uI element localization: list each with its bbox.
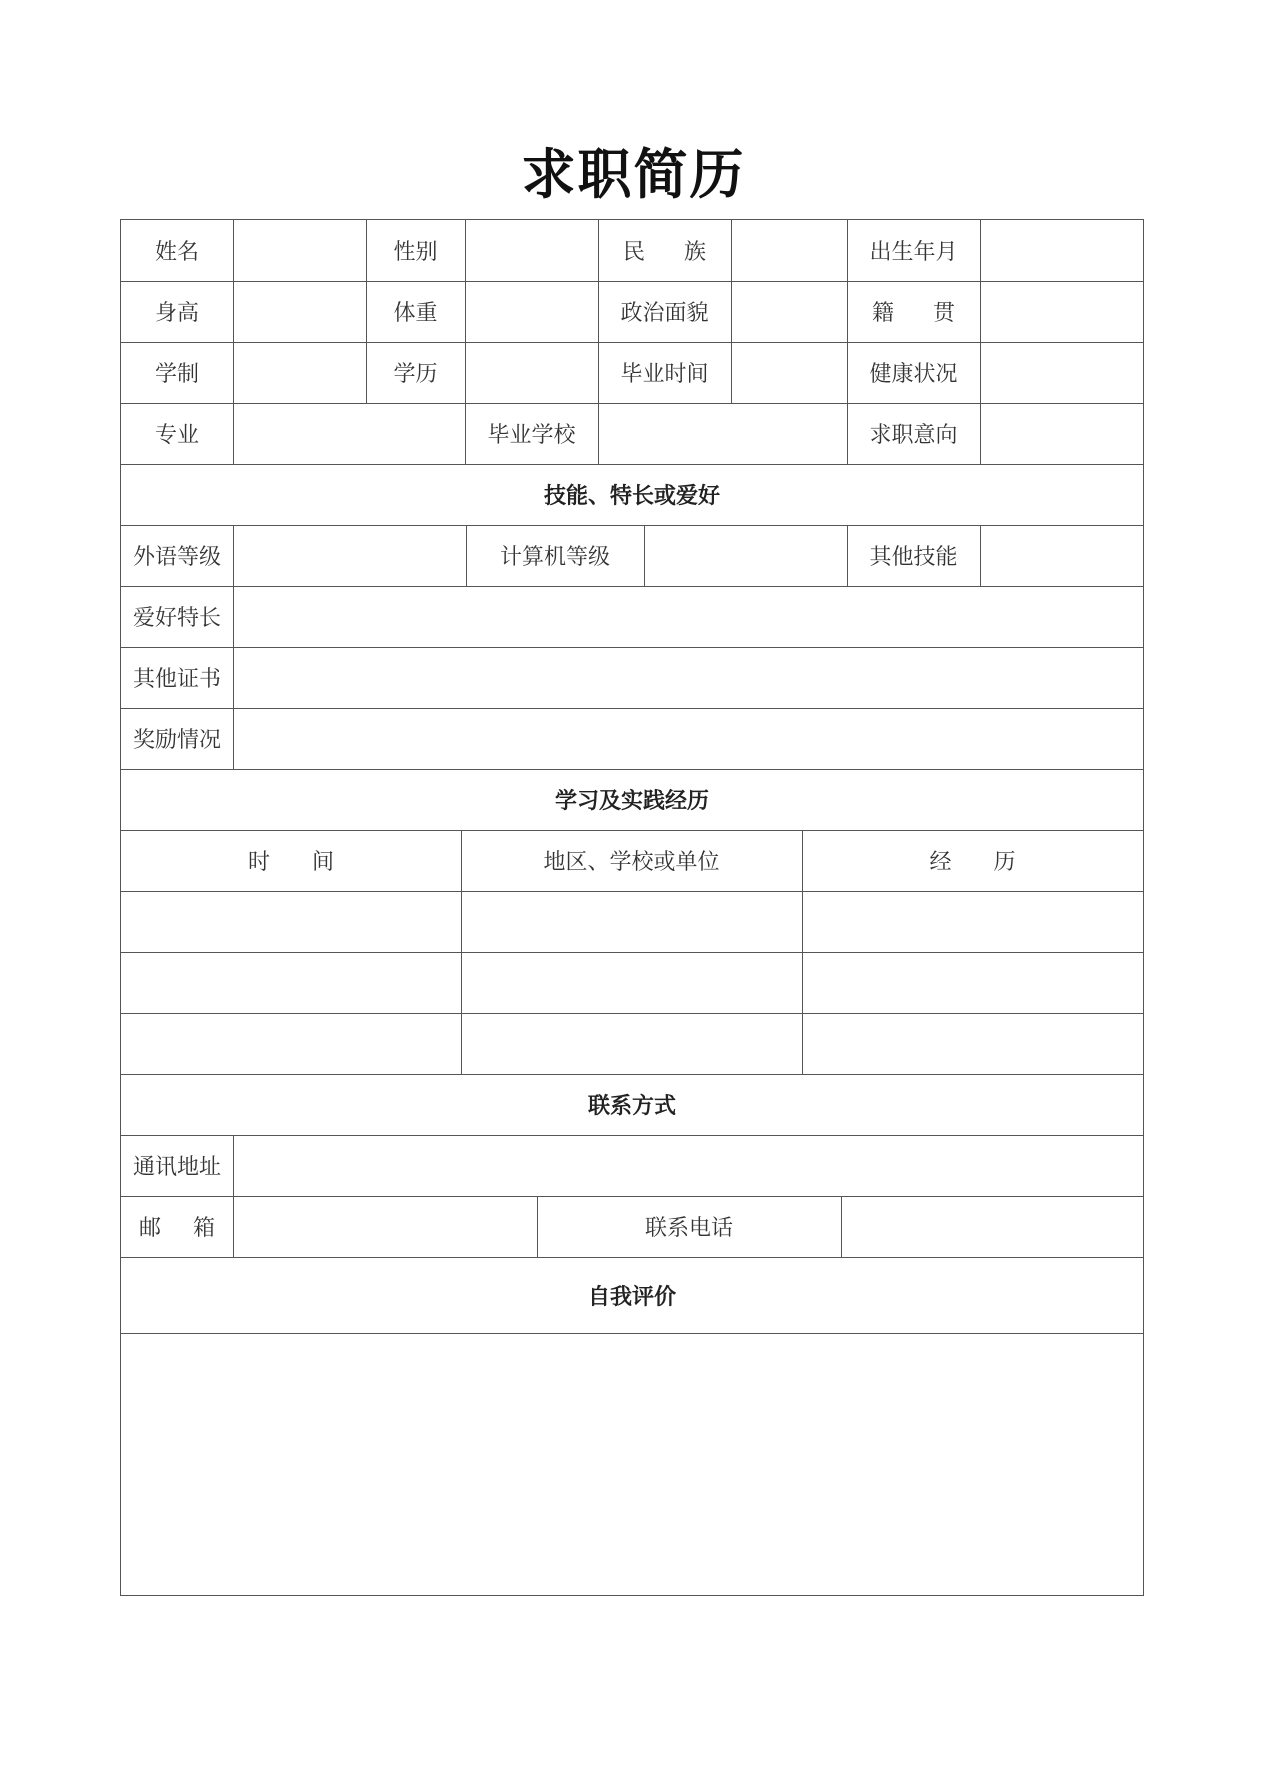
self-eval-field[interactable]: [121, 1333, 1143, 1595]
education-label: 学历: [393, 362, 438, 387]
ethnicity-label: [598, 220, 731, 281]
contact-section-title: 联系方式: [587, 1093, 676, 1119]
schooling-field[interactable]: [233, 342, 366, 403]
certificates-field[interactable]: [233, 647, 1143, 708]
native-field[interactable]: [980, 281, 1143, 342]
native-label: [847, 281, 980, 342]
health-field[interactable]: [980, 342, 1143, 403]
experience-col-time-a: 时: [247, 850, 270, 875]
phone-label: 联系电话: [644, 1216, 733, 1241]
ethnicity-label-b: 族: [683, 240, 706, 265]
experience-row-1-time[interactable]: [121, 891, 461, 952]
native-label-b: 贯: [932, 301, 955, 326]
schooling-label: 学制: [154, 362, 199, 387]
hobbies-label: 爱好特长: [132, 606, 221, 631]
height-label: 身高: [154, 301, 199, 326]
self-eval-section-title: 自我评价: [587, 1283, 676, 1310]
ethnicity-label-a: 民: [623, 240, 646, 265]
hobbies-field[interactable]: [233, 586, 1143, 647]
email-field[interactable]: [233, 1196, 537, 1257]
experience-section-title: 学习及实践经历: [554, 788, 709, 814]
experience-col-time: [121, 830, 461, 891]
experience-row-2-exp[interactable]: [802, 952, 1143, 1013]
school-label: 毕业学校: [487, 423, 576, 448]
native-label-a: 籍: [872, 301, 895, 326]
ethnicity-field[interactable]: [731, 220, 847, 281]
experience-col-exp: [802, 830, 1143, 891]
political-field[interactable]: [731, 281, 847, 342]
name-field[interactable]: [233, 220, 366, 281]
computer-label: 计算机等级: [499, 545, 610, 570]
name-label: 姓名: [154, 240, 199, 265]
experience-col-time-b: 间: [312, 850, 335, 875]
school-field[interactable]: [598, 403, 847, 464]
weight-field[interactable]: [465, 281, 598, 342]
gender-label: 性别: [393, 240, 438, 265]
language-label: 外语等级: [132, 545, 221, 570]
job-intention-label: 求职意向: [869, 423, 958, 448]
awards-label: 奖励情况: [132, 728, 221, 753]
major-field[interactable]: [233, 403, 465, 464]
experience-col-exp-b: 历: [993, 850, 1016, 875]
birth-field[interactable]: [980, 220, 1143, 281]
skills-section-title: 技能、特长或爱好: [543, 483, 720, 509]
experience-row-3-exp[interactable]: [802, 1013, 1143, 1074]
resume-form: [120, 219, 1144, 1596]
phone-field[interactable]: [841, 1196, 1143, 1257]
language-field[interactable]: [233, 525, 466, 586]
health-label: 健康状况: [869, 362, 958, 387]
education-field[interactable]: [465, 342, 598, 403]
address-field[interactable]: [233, 1135, 1143, 1196]
awards-field[interactable]: [233, 708, 1143, 769]
experience-col-exp-a: 经: [929, 850, 952, 875]
page-title: 求职简历: [521, 142, 746, 206]
email-label: [121, 1196, 233, 1257]
certificates-label: 其他证书: [132, 667, 221, 692]
address-label: 通讯地址: [132, 1155, 221, 1180]
birth-label: 出生年月: [869, 240, 958, 265]
major-label: 专业: [154, 423, 199, 448]
other-skills-field[interactable]: [980, 525, 1143, 586]
height-field[interactable]: [233, 281, 366, 342]
experience-row-1-exp[interactable]: [802, 891, 1143, 952]
experience-row-2-time[interactable]: [121, 952, 461, 1013]
job-intention-field[interactable]: [980, 403, 1143, 464]
graduation-time-label: 毕业时间: [620, 362, 709, 387]
political-label: 政治面貌: [620, 301, 709, 326]
experience-row-3-place[interactable]: [461, 1013, 802, 1074]
experience-row-3-time[interactable]: [121, 1013, 461, 1074]
experience-col-place: 地区、学校或单位: [543, 850, 720, 875]
email-label-b: 箱: [192, 1216, 215, 1241]
computer-field[interactable]: [644, 525, 847, 586]
gender-field[interactable]: [465, 220, 598, 281]
experience-row-2-place[interactable]: [461, 952, 802, 1013]
graduation-time-field[interactable]: [731, 342, 847, 403]
other-skills-label: 其他技能: [869, 545, 958, 570]
email-label-a: 邮: [139, 1216, 162, 1241]
weight-label: 体重: [393, 301, 438, 326]
experience-row-1-place[interactable]: [461, 891, 802, 952]
